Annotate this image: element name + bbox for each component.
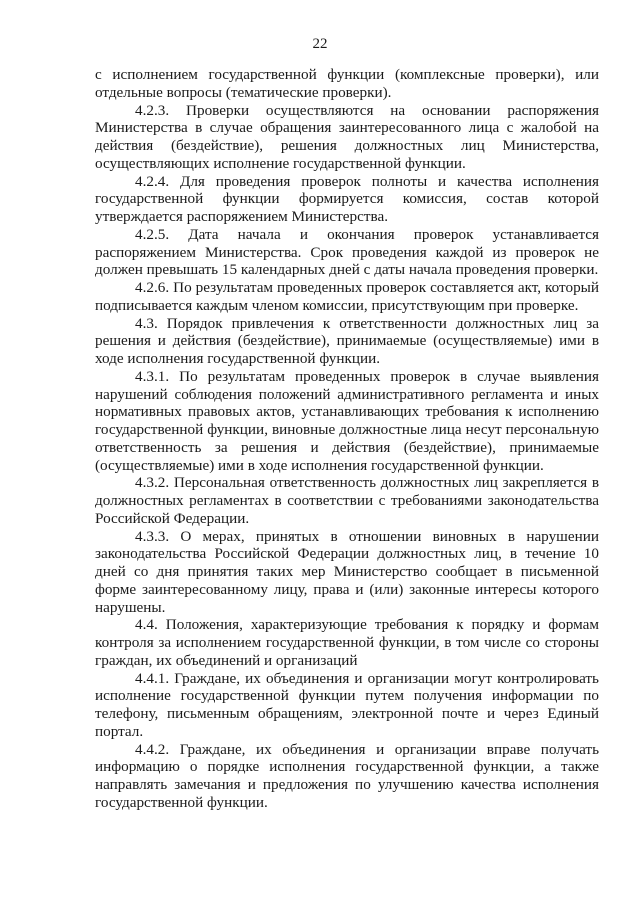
paragraph-continuation: с исполнением государственной функции (комплексные проверки), или отдельные вопросы (тематические проверки). xyxy=(95,66,599,101)
paragraph-4-2-4: 4.2.4. Для проведения проверок полноты и качества исполнения государственной функции формируется комиссия, состав которой утверждается распоряжением Министерства. xyxy=(95,172,599,225)
paragraph-4-4-2: 4.4.2. Граждане, их объединения и организации вправе получать информацию о порядке исполнения государственной функции, а также направлять замечания и предложения по улучшению качества исполнения государственной функции. xyxy=(95,740,599,811)
document-body xyxy=(95,66,599,812)
paragraph-4-2-5: 4.2.5. Дата начала и окончания проверок устанавливается распоряжением Министерства. Срок проведения каждой из проверок не должен превышать 15 календарных дней с даты начала проведения проверки. xyxy=(95,225,599,279)
page-number: 22 xyxy=(312,36,328,52)
paragraph-4-4-1: 4.4.1. Граждане, их объединения и организации могут контролировать исполнение государственной функции путем получения информации по телефону, письменным обращениям, электронной почте и через Единый портал. xyxy=(95,669,599,740)
paragraph-4-2-6: 4.2.6. По результатам проведенных проверок составляется акт, который подписывается каждым членом комиссии, присутствующим при проверке. xyxy=(95,279,599,314)
paragraph-4-3-2: 4.3.2. Персональная ответственность должностных лиц закрепляется в должностных регламентах в соответствии с требованиями законодательства Российской Федерации. xyxy=(95,474,599,527)
paragraph-4-3: 4.3. Порядок привлечения к ответственности должностных лиц за решения и действия (бездействие), принимаемые (осуществляемые) ими в ходе исполнения государственной функции. xyxy=(95,314,599,367)
paragraph-4-3-3: 4.3.3. О мерах, принятых в отношении виновных в нарушении законодательства Российской Федерации должностных лиц, в течение 10 дней со дня принятия таких мер Министерство сообщает в письменной форме заинтересованному лицу, права и (или) законные интересы которого нарушены. xyxy=(95,527,599,616)
paragraph-4-4: 4.4. Положения, характеризующие требования к порядку и формам контроля за исполнением государственной функции, в том числе со стороны граждан, их объединений и организаций xyxy=(95,616,599,669)
paragraph-4-3-1: 4.3.1. По результатам проведенных проверок в случае выявления нарушений соблюдения положений административного регламента и иных нормативных правовых актов, устанавливающих требования к исполнению государственной функции, виновные должностные лица несут персональную ответственность за решения и действия (бездействие), принимаемые (осуществляемые) ими в ходе исполнения государственной функции. xyxy=(95,367,599,474)
paragraph-4-2-3: 4.2.3. Проверки осуществляются на основании распоряжения Министерства в случае обращения заинтересованного лица с жалобой на действия (бездействие), решения должностных лиц Министерства, осуществляющих исполнение государственной функции. xyxy=(95,101,599,172)
